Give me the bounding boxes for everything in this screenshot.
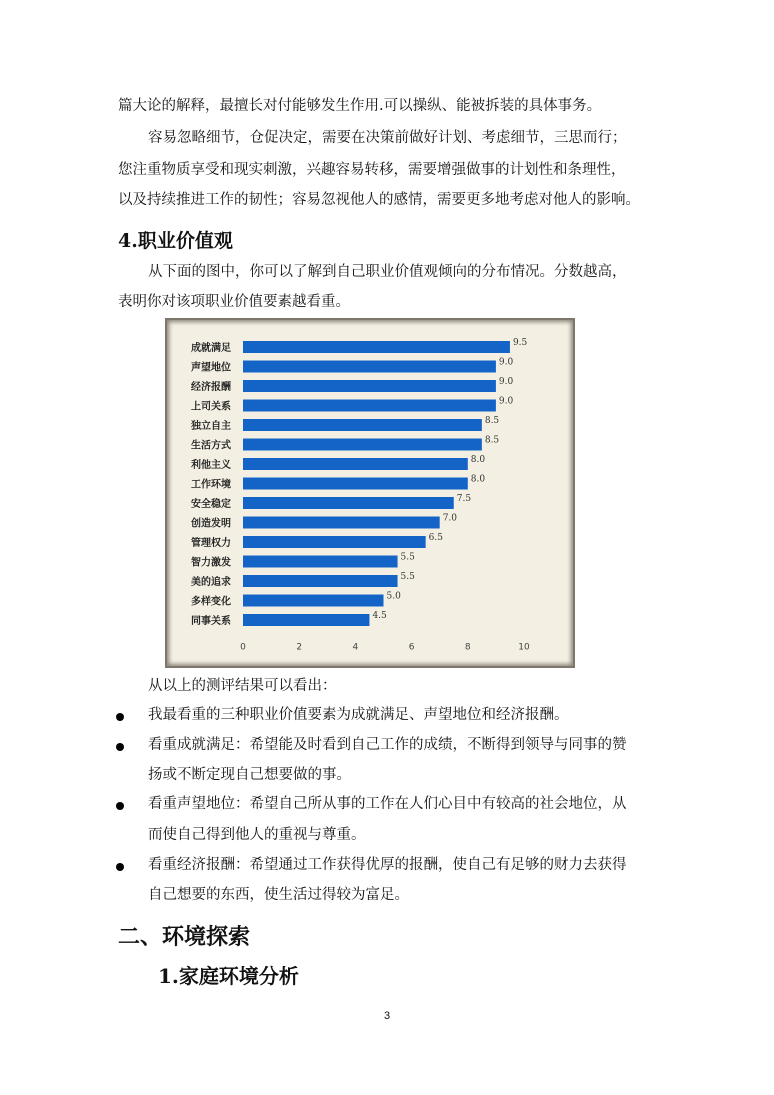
value-label: 9.0 [498,357,514,368]
category-label: 安全稳定 [191,499,231,510]
results-intro: 从以上的测评结果可以看出： [148,678,337,694]
x-tick-label: 0 [240,642,246,653]
category-label: 独立自主 [191,421,231,432]
bullet-icon [116,802,124,810]
category-label: 同事关系 [191,616,231,627]
category-label: 创造发明 [191,518,231,530]
result-bullet-4-line-2: 自己想要的东西，使生活过得较为富足。 [148,887,409,903]
result-bullet-4-line-1: 看重经济报酬：希望通过工作获得优厚的报酬，使自己有足够的财力去获得 [148,857,627,873]
values-intro-line-2: 表明你对该项职业价值要素越看重。 [118,294,350,310]
result-bullet-3-line-2: 而使自己得到他人的重视与尊重。 [148,827,366,843]
bullet-icon [116,863,124,871]
value-label: 8.0 [470,455,486,465]
result-bullet-1: 我最看重的三种职业价值要素为成就满足、声望地位和经济报酬。 [148,707,569,723]
category-label: 智力激发 [191,557,231,569]
category-label: 经济报酬 [191,382,231,393]
section-heading-environment: 二、环境探索 [118,924,251,950]
x-tick-label: 2 [296,642,303,653]
category-label: 上司关系 [191,401,231,413]
x-tick-label: 8 [464,642,471,653]
category-label: 美的追求 [191,577,231,588]
bar [243,458,468,470]
value-label: 5.5 [400,552,415,563]
subsection-heading-family: 1.家庭环境分析 [158,964,299,988]
value-label: 8.0 [470,474,486,485]
bar [243,614,369,626]
result-bullet-2-line-1: 看重成就满足：希望能及时看到自己工作的成绩，不断得到领导与同事的赞 [148,737,627,753]
value-label: 8.5 [484,416,500,426]
bar [243,497,454,509]
category-label: 成就满足 [191,343,231,354]
bar [243,400,496,412]
x-tick-label: 6 [408,642,415,653]
bullet-icon [116,743,124,751]
value-label: 6.5 [428,533,443,543]
intro-line-2: 容易忽略细节，仓促决定，需要在决策前做好计划、考虑细节，三思而行； [148,130,627,146]
result-bullet-3-line-1: 看重声望地位：希望自己所从事的工作在人们心目中有较高的社会地位，从 [148,796,627,812]
category-label: 管理权力 [191,538,231,549]
bar [243,439,482,451]
category-label: 利他主义 [191,460,231,471]
values-intro-line-1: 从下面的图中，你可以了解到自己职业价值观倾向的分布情况。分数越高， [148,264,627,280]
x-tick-label: 10 [518,642,530,653]
bar [243,575,398,587]
values-chart [165,318,575,668]
bar [243,595,384,607]
value-label: 4.5 [372,611,387,621]
x-tick-label: 4 [352,642,359,653]
intro-line-3: 您注重物质享受和现实刺激，兴趣容易转移，需要增强做事的计划性和条理性， [118,162,626,178]
value-label: 5.0 [386,591,401,602]
values-chart-svg [167,320,573,666]
bar [243,361,496,373]
value-label: 8.5 [484,435,500,446]
category-label: 声望地位 [191,362,231,374]
page-number: 3 [383,1010,391,1022]
value-label: 5.5 [400,572,415,582]
bar [243,380,496,392]
bullet-icon [116,713,124,721]
bar [243,556,398,568]
value-label: 7.5 [456,494,472,504]
result-bullet-2-line-2: 扬或不断定现自己想要做的事。 [148,767,351,783]
intro-line-4: 以及持续推进工作的韧性；容易忽视他人的感情，需要更多地考虑对他人的影响。 [118,192,640,208]
value-label: 9.0 [498,377,514,387]
bar [243,341,510,353]
value-label: 7.0 [442,513,458,524]
category-label: 生活方式 [191,440,231,452]
section-heading-values: 4.职业价值观 [118,230,233,252]
value-label: 9.5 [512,338,528,348]
category-label: 工作环境 [191,479,231,491]
bar [243,536,426,548]
intro-line-1: 篇大论的解释，最擅长对付能够发生作用.可以操纵、能被拆装的具体事务。 [118,98,602,114]
bar [243,419,482,431]
category-label: 多样变化 [191,596,231,608]
value-label: 9.0 [498,396,514,407]
bar [243,517,440,529]
bar [243,478,468,490]
